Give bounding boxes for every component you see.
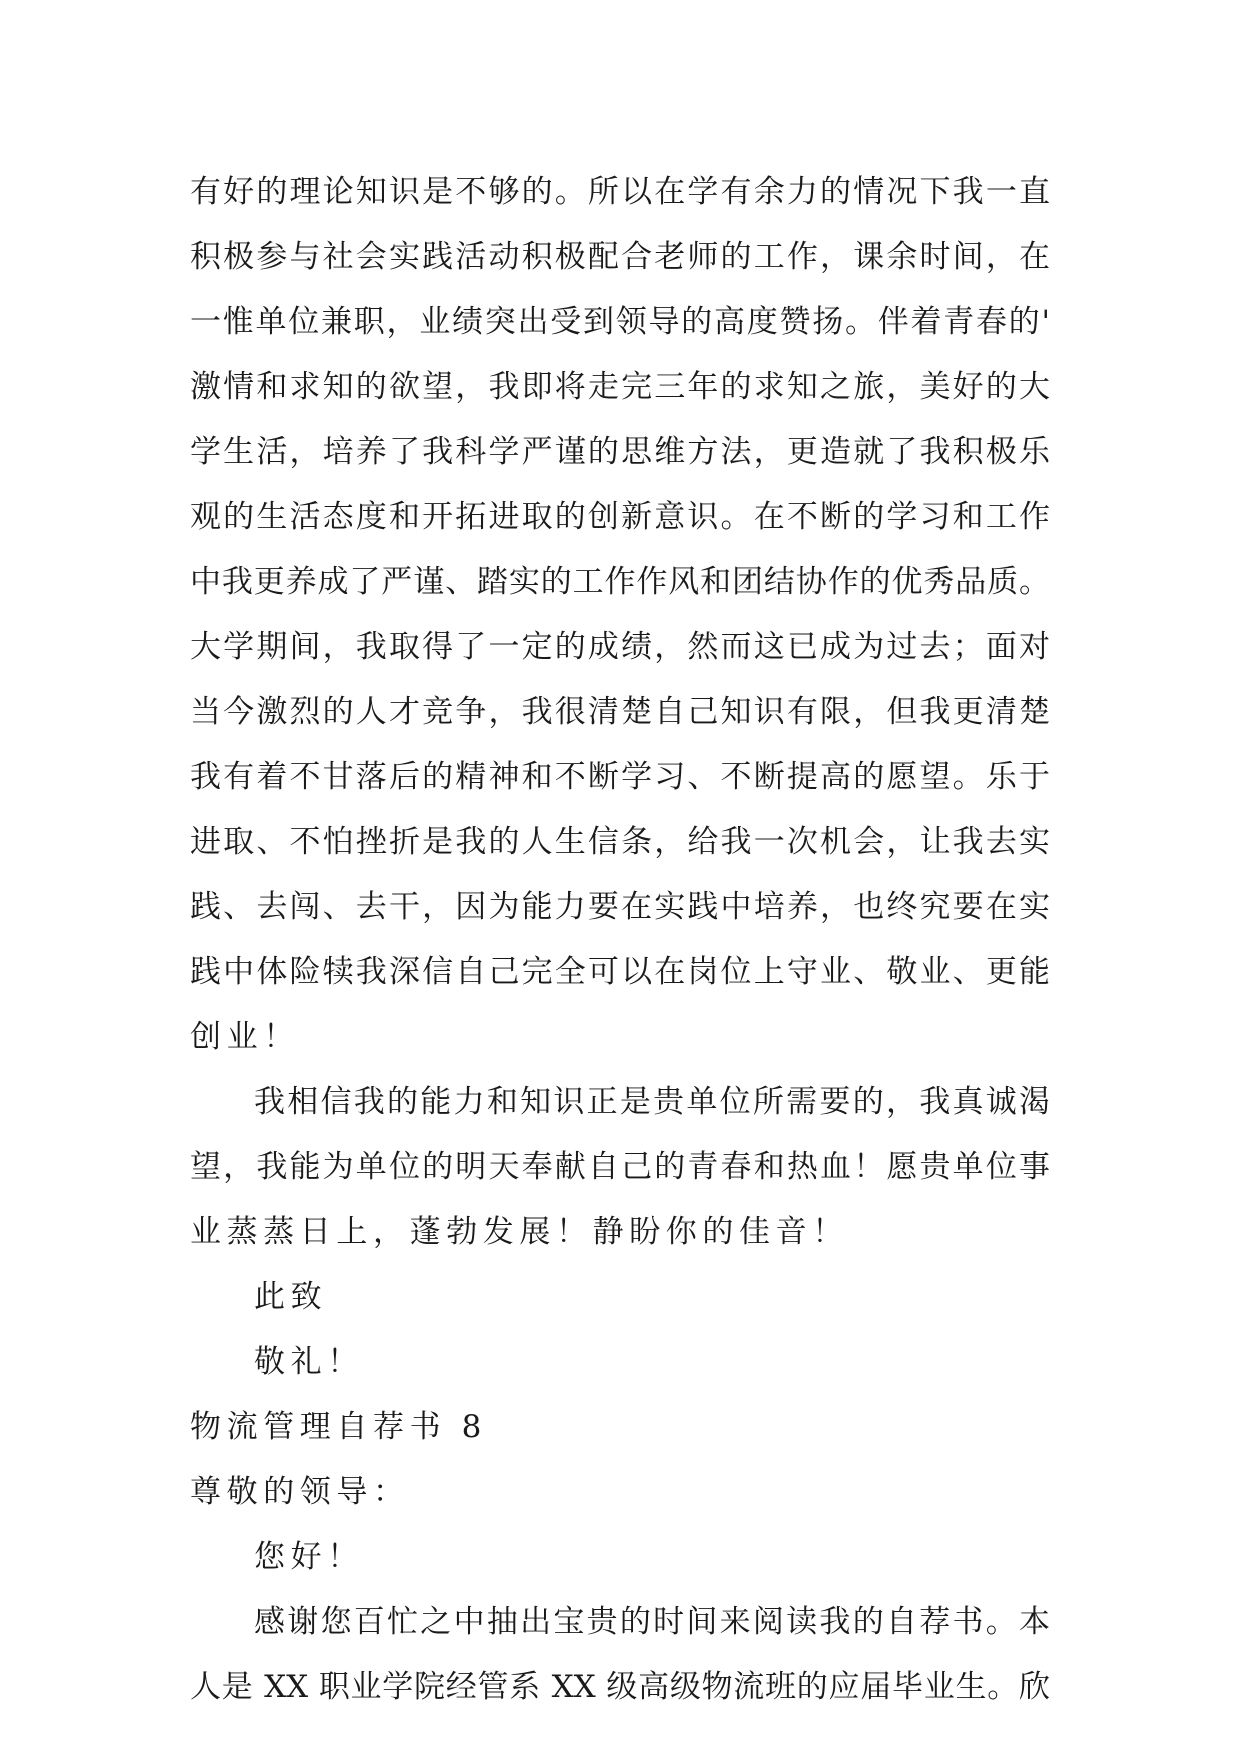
text-line: 中我更养成了严谨、踏实的工作作风和团结协作的优秀品质。 [190, 564, 1050, 600]
closing-regards: 敬礼！ [254, 1344, 364, 1380]
text-line: 践中体险犊我深信自己完全可以在岗位上守业、敬业、更能 [190, 954, 1050, 990]
section-title: 物流管理自荐书 8 [190, 1409, 487, 1445]
text-line: 学生活，培养了我科学严谨的思维方法，更造就了我积极乐 [190, 434, 1050, 470]
text-line: 人是 XX 职业学院经管系 XX 级高级物流班的应届毕业生。欣 [190, 1669, 1050, 1705]
text-line: 激情和求知的欲望，我即将走完三年的求知之旅，美好的大 [190, 369, 1050, 405]
greeting-hello: 您好！ [254, 1539, 364, 1575]
text-line: 积极参与社会实践活动积极配合老师的工作，课余时间，在 [190, 239, 1050, 275]
text-line: 创业！ [190, 1019, 300, 1055]
paragraph-start-line: 我相信我的能力和知识正是贵单位所需要的，我真诚渴 [254, 1084, 1050, 1120]
text-line: 我有着不甘落后的精神和不断学习、不断提高的愿望。乐于 [190, 759, 1050, 795]
text-line: 观的生活态度和开拓进取的创新意识。在不断的学习和工作 [190, 499, 1050, 535]
text-line: 有好的理论知识是不够的。所以在学有余力的情况下我一直 [190, 174, 1050, 210]
text-line: 业蒸蒸日上，蓬勃发展！静盼你的佳音！ [190, 1214, 849, 1250]
closing-salutation: 此致 [254, 1279, 328, 1315]
text-line: 大学期间，我取得了一定的成绩，然而这已成为过去；面对 [190, 629, 1050, 665]
text-line: 践、去闯、去干，因为能力要在实践中培养，也终究要在实 [190, 889, 1050, 925]
text-line: 进取、不怕挫折是我的人生信条，给我一次机会，让我去实 [190, 824, 1050, 860]
text-line: 当今激烈的人才竞争，我很清楚自己知识有限，但我更清楚 [190, 694, 1050, 730]
greeting-line: 尊敬的领导： [190, 1474, 410, 1510]
text-line: 望，我能为单位的明天奉献自己的青春和热血！愿贵单位事 [190, 1149, 1050, 1185]
text-line: 一惟单位兼职，业绩突出受到领导的高度赞扬。伴着青春的' [190, 304, 1050, 340]
document-page [190, 160, 1050, 1720]
paragraph-start-line: 感谢您百忙之中抽出宝贵的时间来阅读我的自荐书。本 [254, 1604, 1050, 1640]
